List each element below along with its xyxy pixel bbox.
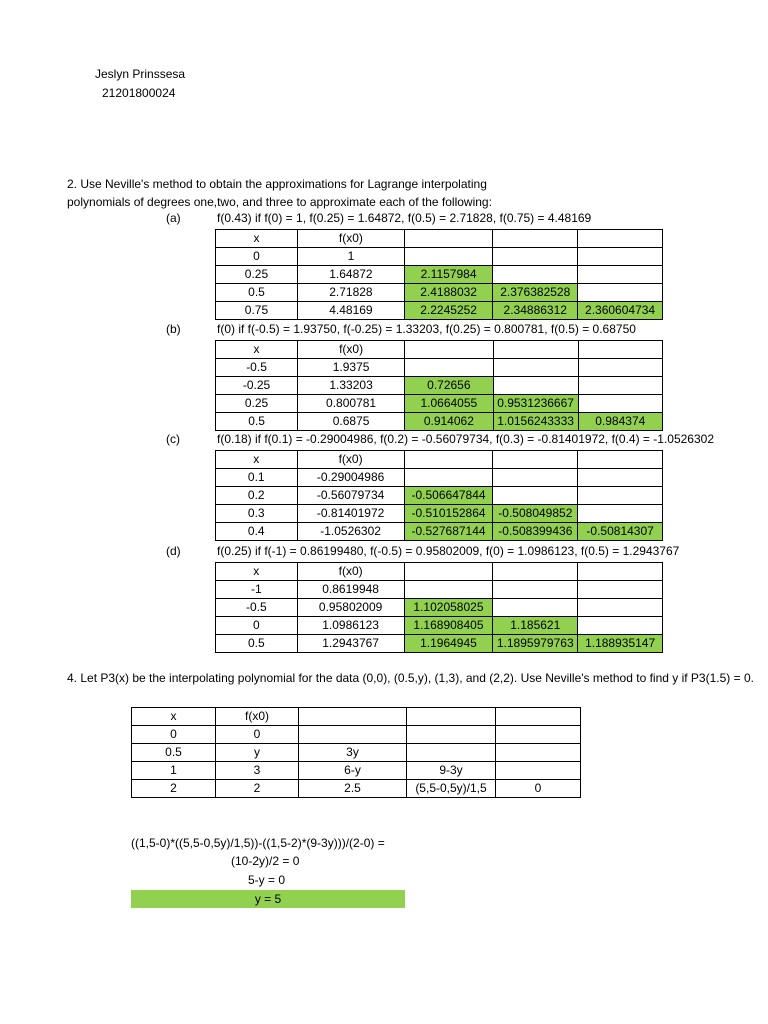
table-cell xyxy=(493,248,578,266)
table-header-cell xyxy=(578,230,663,248)
table-cell: 0 xyxy=(496,780,581,798)
table-cell: 2 xyxy=(216,780,299,798)
table-cell xyxy=(578,359,662,377)
table-cell: 1.0986123 xyxy=(297,617,404,635)
table-header-cell xyxy=(578,341,662,359)
table-cell xyxy=(578,248,663,266)
table-header-cell: f(x0) xyxy=(216,708,299,726)
table-cell: 0.800781 xyxy=(298,395,405,413)
table-cell: 2.1157984 xyxy=(404,266,492,284)
table-row xyxy=(216,266,663,284)
table-cell xyxy=(496,762,581,780)
table-cell: 0.25 xyxy=(216,395,298,413)
table-cell: -0.527687144 xyxy=(404,523,493,541)
table-cell: 2.376382528 xyxy=(493,284,578,302)
table-cell: 0.2 xyxy=(216,487,298,505)
table-header-row xyxy=(216,341,663,359)
q4-work-line2: (10-2y)/2 = 0 xyxy=(231,854,300,868)
table-cell xyxy=(299,726,407,744)
neville-table xyxy=(215,229,663,324)
table-cell: 1.0664055 xyxy=(405,395,494,413)
table-cell: 2.5 xyxy=(299,780,407,798)
table-cell xyxy=(578,395,662,413)
table-cell: 9-3y xyxy=(407,762,496,780)
table-header-row xyxy=(216,563,663,581)
table-cell: 1 xyxy=(132,762,216,780)
table-cell: 2.360604734 xyxy=(578,302,663,320)
table-cell xyxy=(404,469,493,487)
part-label: (a) xyxy=(166,211,181,225)
table-row xyxy=(216,302,663,320)
author-id: 21201800024 xyxy=(102,86,176,100)
table-cell xyxy=(578,266,663,284)
table-cell: -1.0526302 xyxy=(297,523,404,541)
table-row xyxy=(216,635,663,653)
table-cell: -0.506647844 xyxy=(404,487,493,505)
table-header-cell: x xyxy=(132,708,216,726)
table-header-cell xyxy=(404,563,493,581)
table-cell xyxy=(578,599,663,617)
table-cell: 1.102058025 xyxy=(404,599,493,617)
table-cell: 0.6875 xyxy=(298,413,405,431)
table-cell xyxy=(404,248,492,266)
table-cell xyxy=(496,726,581,744)
table-cell: 2.34886312 xyxy=(493,302,578,320)
q2-line2: polynomials of degrees one,two, and three to approximate each of the following: xyxy=(67,195,492,209)
table-cell: 0 xyxy=(216,726,299,744)
table-row xyxy=(216,377,663,395)
table-header-cell xyxy=(405,341,494,359)
table-cell xyxy=(493,469,578,487)
table-cell xyxy=(493,487,578,505)
table-cell: 0.984374 xyxy=(578,413,662,431)
neville-table xyxy=(215,562,663,657)
table-header-cell: x xyxy=(216,230,298,248)
table-cell: 1 xyxy=(297,248,404,266)
table-cell xyxy=(578,581,663,599)
table-cell: -0.508049852 xyxy=(493,505,578,523)
part-prompt: f(0.18) if f(0.1) = -0.29004986, f(0.2) = -0.56079734, f(0.3) = -0.81401972, f(0.4) = -1.0526302 xyxy=(217,432,714,446)
part-prompt: f(0) if f(-0.5) = 1.93750, f(-0.25) = 1.33203, f(0.25) = 0.800781, f(0.5) = 0.68750 xyxy=(217,322,636,336)
table-cell: 0.9531236667 xyxy=(493,395,578,413)
table-row xyxy=(216,359,663,377)
part-prompt: f(0.43) if f(0) = 1, f(0.25) = 1.64872, f(0.5) = 2.71828, f(0.75) = 4.48169 xyxy=(217,211,592,225)
table-row xyxy=(216,581,663,599)
neville-table xyxy=(215,340,663,435)
table-row xyxy=(216,248,663,266)
table-row xyxy=(216,617,663,635)
table-cell: -0.50814307 xyxy=(578,523,663,541)
table-cell xyxy=(578,469,663,487)
table-row xyxy=(216,505,663,523)
table-cell: 2 xyxy=(132,780,216,798)
table-cell: 0 xyxy=(216,617,298,635)
table-cell: -0.5 xyxy=(216,599,298,617)
table-cell: 0.72656 xyxy=(405,377,494,395)
table-cell: -0.56079734 xyxy=(297,487,404,505)
neville-table xyxy=(215,450,663,545)
table-cell: 2.71828 xyxy=(297,284,404,302)
table-header-cell xyxy=(299,708,407,726)
table-row xyxy=(216,523,663,541)
table-cell: y xyxy=(216,744,299,762)
table-header-cell: x xyxy=(216,341,298,359)
table-cell: 0.3 xyxy=(216,505,298,523)
table-header-cell: f(x0) xyxy=(298,341,405,359)
table-row xyxy=(216,469,663,487)
table-cell: 1.9375 xyxy=(298,359,405,377)
table-header-cell xyxy=(578,451,663,469)
table-cell: 0 xyxy=(216,248,298,266)
table-cell: 1.64872 xyxy=(297,266,404,284)
table-cell: -0.81401972 xyxy=(297,505,404,523)
table-cell: 1.1895979763 xyxy=(493,635,578,653)
table-cell xyxy=(496,744,581,762)
table-cell xyxy=(404,581,493,599)
table-header-cell xyxy=(493,451,578,469)
table-cell xyxy=(578,377,662,395)
table-cell xyxy=(493,599,578,617)
table-cell: -0.29004986 xyxy=(297,469,404,487)
table-header-cell: f(x0) xyxy=(297,451,404,469)
table-header-cell xyxy=(493,563,578,581)
table-cell: 4.48169 xyxy=(297,302,404,320)
table-cell: 1.188935147 xyxy=(578,635,663,653)
table-cell: 1.168908405 xyxy=(404,617,493,635)
table-cell: 0.75 xyxy=(216,302,298,320)
table-header-cell xyxy=(404,230,492,248)
table-row xyxy=(132,762,581,780)
table-cell: -0.508399436 xyxy=(493,523,578,541)
table-header-cell xyxy=(407,708,496,726)
table-row xyxy=(132,780,581,798)
table-cell: 0.5 xyxy=(216,635,298,653)
table-cell xyxy=(493,359,578,377)
table-header-row xyxy=(132,708,581,726)
table-cell: -0.510152864 xyxy=(404,505,493,523)
table-header-cell xyxy=(493,341,578,359)
table-cell: (5,5-0,5y)/1,5 xyxy=(407,780,496,798)
table-cell xyxy=(578,284,663,302)
table-cell: 6-y xyxy=(299,762,407,780)
table-header-row xyxy=(216,451,663,469)
table-cell xyxy=(407,726,496,744)
table-header-row xyxy=(216,230,663,248)
table-cell xyxy=(578,617,663,635)
table-header-cell xyxy=(578,563,663,581)
table-cell: 0.914062 xyxy=(405,413,494,431)
table-cell xyxy=(407,744,496,762)
table-row xyxy=(216,487,663,505)
author-name: Jeslyn Prinssesa xyxy=(95,67,186,81)
table-cell: 0.95802009 xyxy=(297,599,404,617)
q4-work-line3: 5-y = 0 xyxy=(248,873,286,887)
table-cell: -1 xyxy=(216,581,298,599)
table-header-cell: x xyxy=(216,563,298,581)
table-cell: 1.0156243333 xyxy=(493,413,578,431)
table-cell xyxy=(405,359,494,377)
table-cell: -0.25 xyxy=(216,377,298,395)
table-header-cell xyxy=(404,451,493,469)
table-row xyxy=(216,395,663,413)
table-cell: 0.1 xyxy=(216,469,298,487)
table-header-cell: x xyxy=(216,451,298,469)
table-cell: 0.5 xyxy=(216,413,298,431)
q4-answer: y = 5 xyxy=(131,890,405,908)
table-cell: 0.5 xyxy=(216,284,298,302)
table-row xyxy=(132,726,581,744)
table-header-cell xyxy=(493,230,578,248)
table-row xyxy=(216,284,663,302)
table-cell xyxy=(493,377,578,395)
part-label: (c) xyxy=(166,432,180,446)
table-cell: 1.185621 xyxy=(493,617,578,635)
q4-table xyxy=(131,707,583,802)
table-cell xyxy=(578,487,663,505)
part-label: (d) xyxy=(166,544,181,558)
table-cell: -0.5 xyxy=(216,359,298,377)
table-row xyxy=(132,744,581,762)
table-cell: 1.33203 xyxy=(298,377,405,395)
table-row xyxy=(216,413,663,431)
table-cell: 0.5 xyxy=(132,744,216,762)
table-header-cell: f(x0) xyxy=(297,563,404,581)
table-cell: 3y xyxy=(299,744,407,762)
table-cell xyxy=(578,505,663,523)
table-cell: 0.4 xyxy=(216,523,298,541)
table-cell: 2.2245252 xyxy=(404,302,492,320)
table-cell: 0 xyxy=(132,726,216,744)
table-cell xyxy=(493,581,578,599)
table-cell: 3 xyxy=(216,762,299,780)
part-label: (b) xyxy=(166,322,181,336)
table-cell xyxy=(493,266,578,284)
part-prompt: f(0.25) if f(-1) = 0.86199480, f(-0.5) = 0.95802009, f(0) = 1.0986123, f(0.5) = 1.2943767 xyxy=(217,544,680,558)
table-row xyxy=(216,599,663,617)
table-cell: 0.8619948 xyxy=(297,581,404,599)
table-cell: 0.25 xyxy=(216,266,298,284)
table-cell: 2.4188032 xyxy=(404,284,492,302)
q2-line1: 2. Use Neville's method to obtain the approximations for Lagrange interpolating xyxy=(67,177,487,191)
q4-work-line1: ((1,5-0)*((5,5-0,5y)/1,5))-((1,5-2)*(9-3y)))/(2-0) = xyxy=(131,836,385,850)
table-cell: 1.1964945 xyxy=(404,635,493,653)
q4-prompt: 4. Let P3(x) be the interpolating polynomial for the data (0,0), (0.5,y), (1,3), and (2,2). Use Neville's method to find y if P3(1.5) = 0. xyxy=(67,671,754,685)
table-cell: 1.2943767 xyxy=(297,635,404,653)
table-header-cell: f(x0) xyxy=(297,230,404,248)
table-header-cell xyxy=(496,708,581,726)
